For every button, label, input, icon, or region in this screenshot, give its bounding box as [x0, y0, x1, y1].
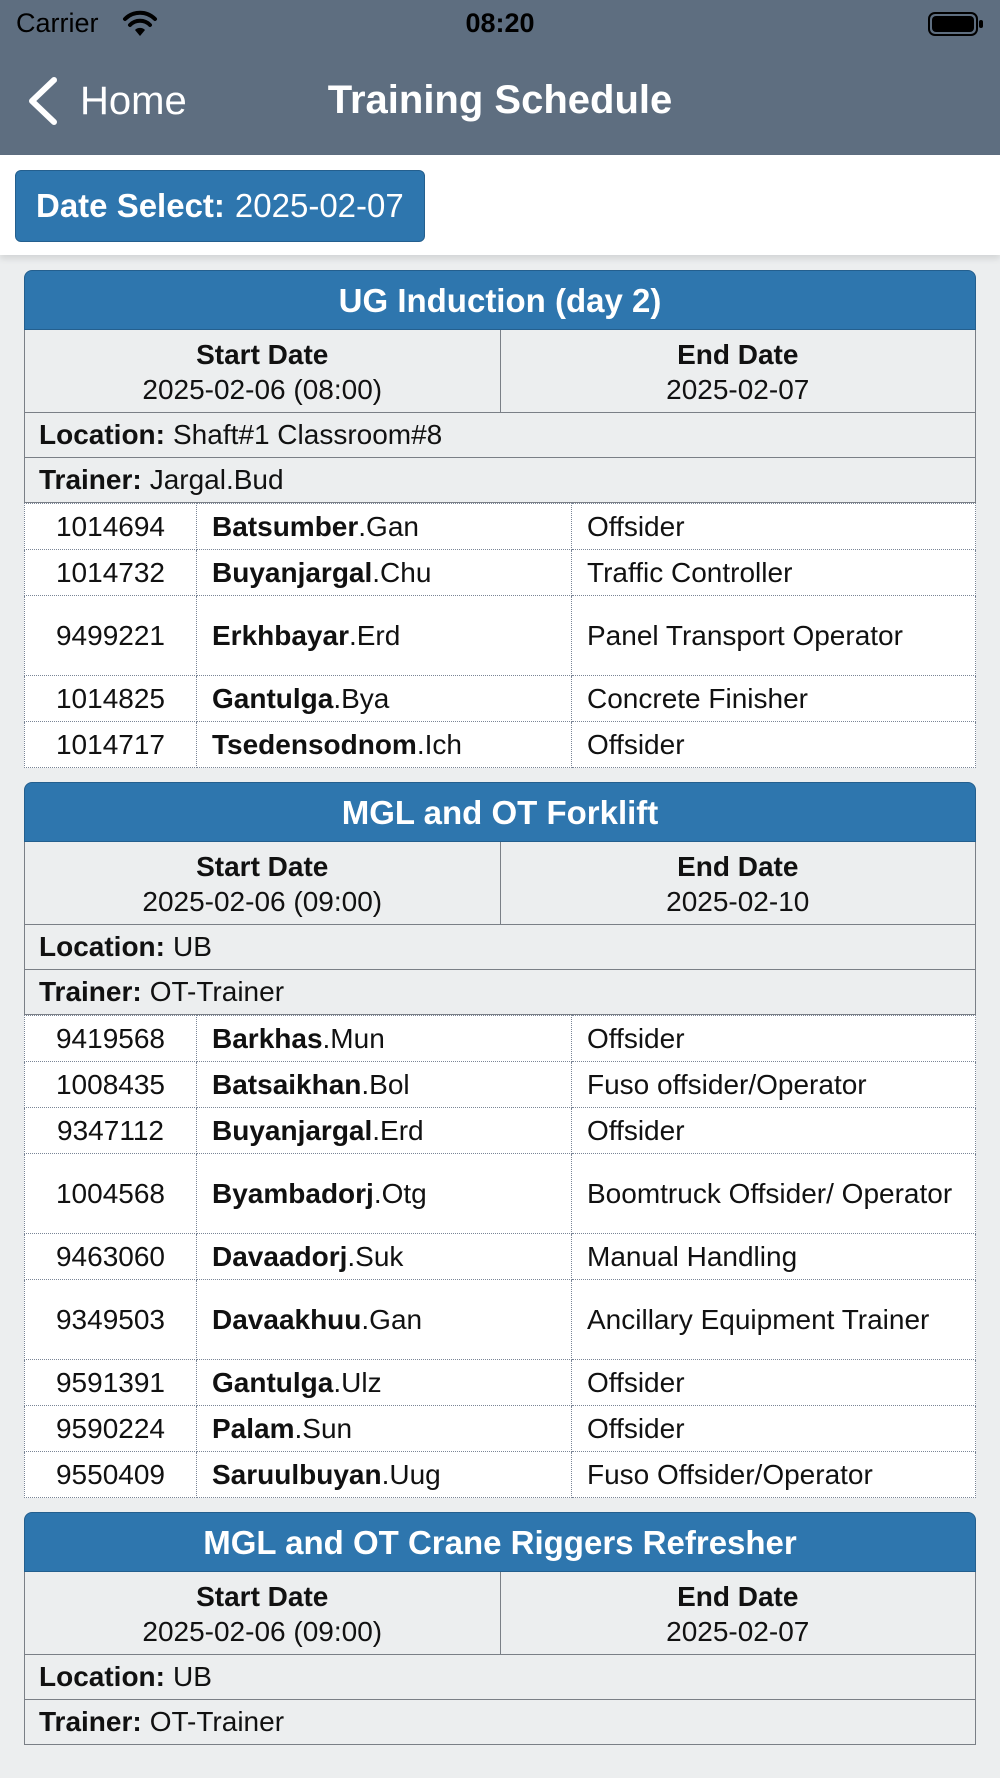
- location-label: Location:: [39, 931, 165, 962]
- employee-name: [197, 1280, 572, 1360]
- location-value: Shaft#1 Classroom#8: [173, 419, 443, 450]
- employee-name: [197, 550, 572, 596]
- attendee-table: [24, 1015, 976, 1498]
- employee-id: 9550409: [25, 1452, 197, 1498]
- employee-role: Traffic Controller: [572, 550, 976, 596]
- end-date-value: 2025-02-07: [666, 1616, 810, 1647]
- trainer-label: Trainer:: [39, 464, 142, 495]
- table-row: [25, 1406, 976, 1452]
- employee-role: Ancillary Equipment Trainer: [572, 1280, 976, 1360]
- employee-first-name: Palam: [212, 1412, 295, 1444]
- employee-first-name: Barkhas: [212, 1022, 323, 1054]
- session-title: UG Induction (day 2): [24, 270, 976, 330]
- date-select-bar: [0, 155, 1000, 255]
- end-date-value: 2025-02-07: [666, 374, 810, 405]
- trainer-label: Trainer:: [39, 1706, 142, 1737]
- table-row: [25, 1062, 976, 1108]
- status-time: 08:20: [465, 8, 535, 38]
- employee-last-name: .Suk: [347, 1240, 404, 1272]
- end-date-cell: [500, 842, 976, 924]
- employee-name: [197, 676, 572, 722]
- employee-id: 1014825: [25, 676, 197, 722]
- employee-name: [197, 1360, 572, 1406]
- employee-id: 1014732: [25, 550, 197, 596]
- start-date-value: 2025-02-06 (08:00): [142, 374, 383, 405]
- start-date-header: Start Date: [196, 851, 329, 882]
- session-title: MGL and OT Crane Riggers Refresher: [24, 1512, 976, 1572]
- location-value: UB: [173, 931, 212, 962]
- start-date-header: Start Date: [196, 1581, 329, 1612]
- date-select-button[interactable]: [15, 170, 425, 242]
- date-select-label: Date Select:: [36, 187, 225, 224]
- trainer-row: [24, 1700, 976, 1745]
- employee-role: Manual Handling: [572, 1234, 976, 1280]
- employee-role: Panel Transport Operator: [572, 596, 976, 676]
- employee-first-name: Buyanjargal: [212, 1114, 373, 1146]
- session-dates: [24, 1572, 976, 1655]
- employee-role: Fuso offsider/Operator: [572, 1062, 976, 1108]
- end-date-cell: [500, 1572, 976, 1654]
- trainer-value: OT-Trainer: [149, 976, 285, 1007]
- end-date-header: End Date: [677, 851, 799, 882]
- status-bar: [0, 0, 1000, 50]
- location-row: [24, 1655, 976, 1700]
- table-row: [25, 596, 976, 676]
- battery-icon: [928, 12, 984, 36]
- employee-last-name: .Mun: [322, 1022, 385, 1054]
- employee-first-name: Batsaikhan: [212, 1068, 362, 1100]
- trainer-row: [24, 970, 976, 1015]
- location-label: Location:: [39, 1661, 165, 1692]
- employee-last-name: .Otg: [373, 1177, 427, 1209]
- employee-role: Offsider: [572, 504, 976, 550]
- navigation-bar: [0, 50, 1000, 155]
- start-date-header: Start Date: [196, 339, 329, 370]
- table-row: [25, 1016, 976, 1062]
- table-row: [25, 1280, 976, 1360]
- employee-first-name: Gantulga: [212, 682, 334, 714]
- end-date-header: End Date: [677, 1581, 799, 1612]
- end-date-header: End Date: [677, 339, 799, 370]
- start-date-cell: [25, 330, 500, 412]
- employee-role: Offsider: [572, 1360, 976, 1406]
- end-date-value: 2025-02-10: [666, 886, 810, 917]
- employee-name: [197, 722, 572, 768]
- employee-id: 9349503: [25, 1280, 197, 1360]
- table-row: [25, 1360, 976, 1406]
- training-session: [24, 270, 976, 768]
- location-row: [24, 925, 976, 970]
- employee-first-name: Davaakhuu: [212, 1303, 362, 1335]
- back-label: Home: [80, 78, 187, 123]
- carrier-label: Carrier: [16, 8, 99, 38]
- employee-last-name: .Gan: [358, 510, 419, 542]
- location-value: UB: [173, 1661, 212, 1692]
- employee-id: 9419568: [25, 1016, 197, 1062]
- start-date-cell: [25, 842, 500, 924]
- employee-last-name: .Bya: [333, 682, 390, 714]
- employee-name: [197, 1452, 572, 1498]
- employee-role: Offsider: [572, 1406, 976, 1452]
- table-row: [25, 504, 976, 550]
- date-select-value: 2025-02-07: [234, 187, 404, 224]
- employee-name: [197, 1016, 572, 1062]
- attendee-table: [24, 503, 976, 768]
- employee-last-name: .Gan: [361, 1303, 423, 1335]
- table-row: [25, 676, 976, 722]
- employee-name: [197, 1234, 572, 1280]
- employee-first-name: Byambadorj: [212, 1177, 374, 1209]
- employee-first-name: Erkhbayar: [212, 619, 349, 651]
- employee-name: [197, 1108, 572, 1154]
- table-row: [25, 722, 976, 768]
- start-date-cell: [25, 1572, 500, 1654]
- employee-name: [197, 596, 572, 676]
- employee-id: 9463060: [25, 1234, 197, 1280]
- table-row: [25, 550, 976, 596]
- employee-id: 1008435: [25, 1062, 197, 1108]
- employee-first-name: Saruulbuyan: [212, 1458, 382, 1490]
- employee-id: 1014694: [25, 504, 197, 550]
- training-session: [24, 1512, 976, 1745]
- table-row: [25, 1234, 976, 1280]
- employee-role: Offsider: [572, 1108, 976, 1154]
- employee-last-name: .Erd: [372, 1114, 424, 1146]
- employee-role: Concrete Finisher: [572, 676, 976, 722]
- employee-name: [197, 1406, 572, 1452]
- employee-role: Offsider: [572, 1016, 976, 1062]
- employee-id: 9499221: [25, 596, 197, 676]
- employee-last-name: .Bol: [361, 1068, 410, 1100]
- location-label: Location:: [39, 419, 165, 450]
- page-title: Training Schedule: [327, 78, 673, 122]
- employee-name: [197, 1062, 572, 1108]
- trainer-value: Jargal.Bud: [149, 464, 284, 495]
- end-date-cell: [500, 330, 976, 412]
- employee-last-name: .Chu: [372, 556, 432, 588]
- session-dates: [24, 842, 976, 925]
- start-date-value: 2025-02-06 (09:00): [142, 886, 383, 917]
- session-title: MGL and OT Forklift: [24, 782, 976, 842]
- employee-last-name: .Ich: [416, 728, 462, 760]
- table-row: [25, 1452, 976, 1498]
- employee-id: 1004568: [25, 1154, 197, 1234]
- employee-role: Boomtruck Offsider/ Operator: [572, 1154, 976, 1234]
- schedule-list: [24, 270, 976, 1759]
- employee-last-name: .Sun: [294, 1412, 353, 1444]
- employee-first-name: Gantulga: [212, 1366, 334, 1398]
- employee-id: 9591391: [25, 1360, 197, 1406]
- table-row: [25, 1108, 976, 1154]
- trainer-value: OT-Trainer: [149, 1706, 285, 1737]
- employee-first-name: Batsumber: [212, 510, 359, 542]
- employee-role: Fuso Offsider/Operator: [572, 1452, 976, 1498]
- trainer-label: Trainer:: [39, 976, 142, 1007]
- employee-id: 9590224: [25, 1406, 197, 1452]
- employee-first-name: Tsedensodnom: [212, 728, 417, 760]
- employee-last-name: .Uug: [381, 1458, 441, 1490]
- training-session: [24, 782, 976, 1498]
- table-row: [25, 1154, 976, 1234]
- trainer-row: [24, 458, 976, 503]
- session-dates: [24, 330, 976, 413]
- employee-last-name: .Ulz: [333, 1366, 382, 1398]
- employee-id: 1014717: [25, 722, 197, 768]
- employee-name: [197, 504, 572, 550]
- employee-first-name: Buyanjargal: [212, 556, 373, 588]
- employee-role: Offsider: [572, 722, 976, 768]
- location-row: [24, 413, 976, 458]
- employee-first-name: Davaadorj: [212, 1240, 348, 1272]
- employee-last-name: .Erd: [348, 619, 401, 651]
- start-date-value: 2025-02-06 (09:00): [142, 1616, 383, 1647]
- employee-id: 9347112: [25, 1108, 197, 1154]
- employee-name: [197, 1154, 572, 1234]
